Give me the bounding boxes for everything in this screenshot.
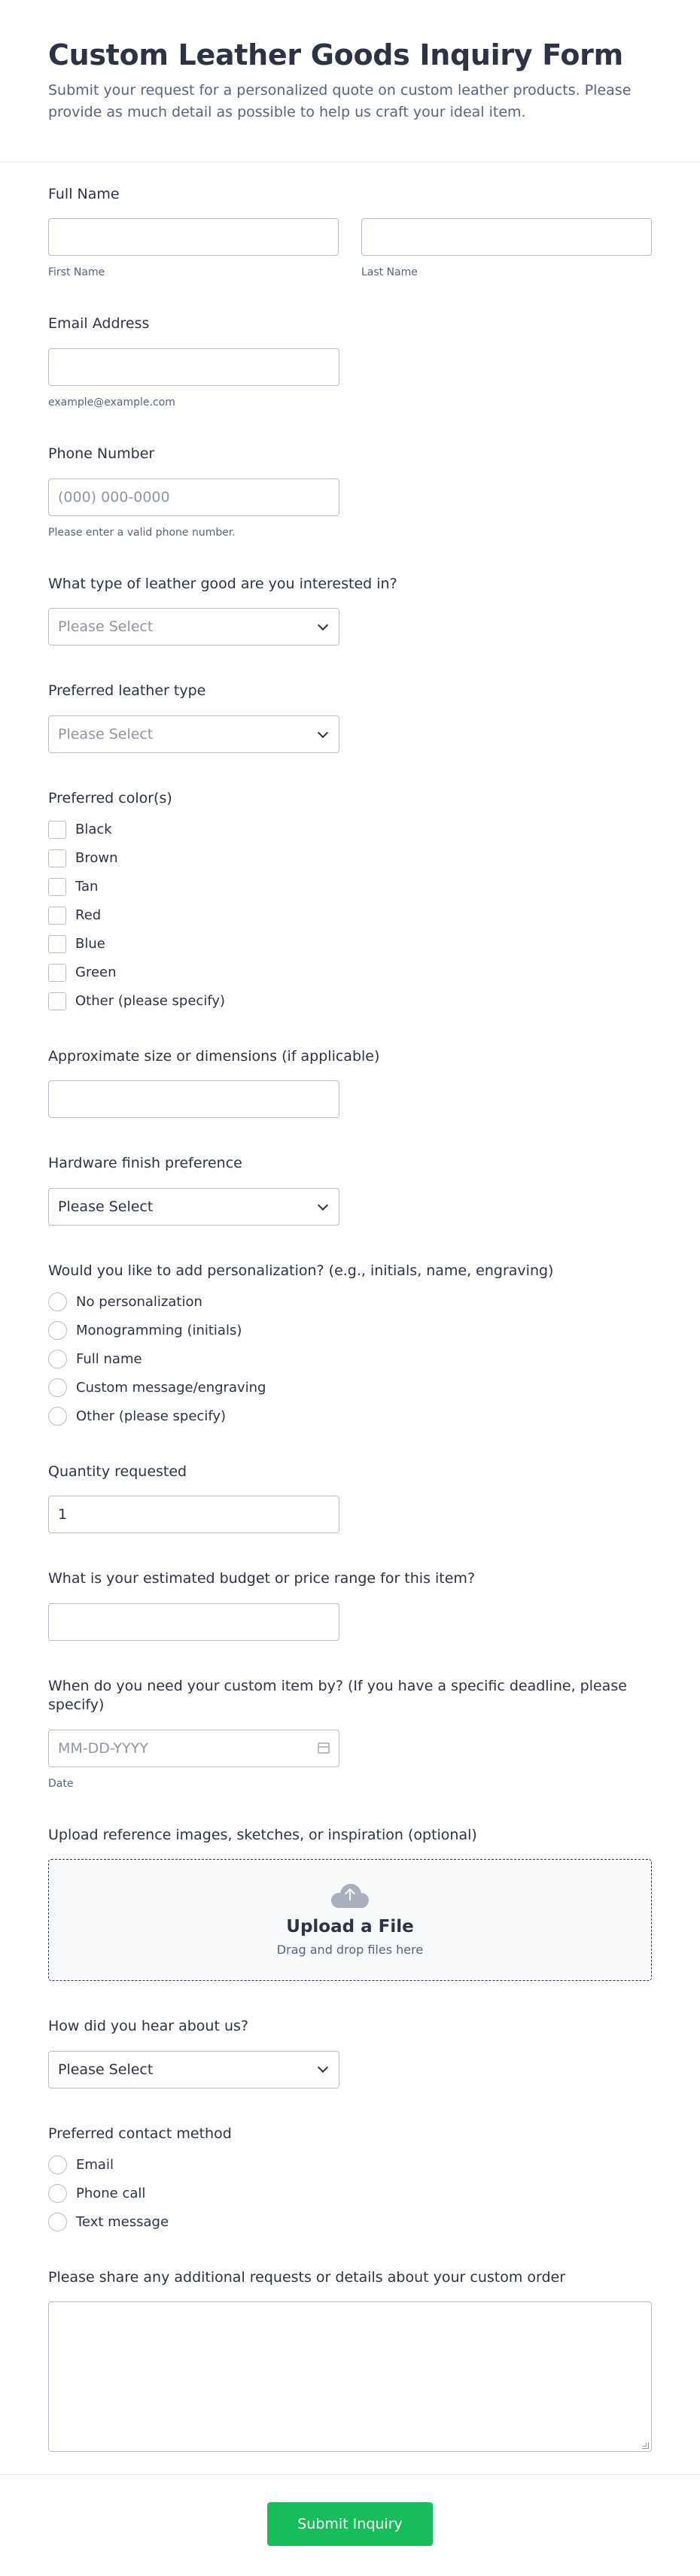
upload-subtitle: Drag and drop files here [276,1942,424,1957]
option-label: Text message [76,2214,169,2231]
contact-label: Preferred contact method [48,2125,232,2142]
full-name-field [48,185,652,279]
email-label: Email Address [48,315,150,333]
option-label: Email [76,2157,114,2174]
chevron-down-icon [318,2062,328,2073]
upload-field [48,1826,652,1982]
contact-field [48,2125,652,2237]
deadline-label: When do you need your custom item by? (If you have a specific deadline, please specify) [48,1678,627,1713]
referral-select[interactable] [48,2051,339,2088]
checkbox[interactable] [48,907,66,925]
hardware-field [48,1154,652,1226]
leather-type-field [48,682,652,753]
budget-field [48,1569,652,1641]
option-label: Full name [76,1351,142,1368]
personalization-option-custom[interactable] [48,1374,652,1402]
checkbox[interactable] [48,821,66,839]
leather-type-label: Preferred leather type [48,682,206,700]
colors-field [48,789,652,1016]
email-field [48,314,652,409]
contact-option-email[interactable] [48,2151,652,2180]
phone-sublabel: Please enter a valid phone number. [48,526,236,539]
form-footer [0,2474,700,2576]
page-title: Custom Leather Goods Inquiry Form [48,38,623,71]
hardware-select[interactable] [48,1188,339,1226]
email-input[interactable] [48,348,339,386]
budget-label: What is your estimated budget or price range for this item? [48,1570,476,1587]
checkbox[interactable] [48,849,66,867]
phone-label: Phone Number [48,445,155,462]
checkbox[interactable] [48,878,66,896]
last-name-sublabel: Last Name [361,266,418,279]
checkbox[interactable] [48,964,66,982]
contact-option-phone[interactable] [48,2180,652,2208]
color-option-blue[interactable] [48,930,652,958]
personalization-option-other[interactable] [48,1402,652,1431]
hardware-selected: Please Select [58,1198,154,1216]
calendar-icon[interactable] [318,1742,330,1754]
chevron-down-icon [318,1199,328,1210]
upload-title: Upload a File [286,1916,414,1937]
hardware-label: Hardware finish preference [48,1155,242,1172]
option-label: Green [75,964,117,981]
leather-good-label: What type of leather good are you interested in? [48,575,397,592]
option-label: Custom message/engraving [76,1380,266,1396]
deadline-sublabel: Date [48,1777,74,1790]
referral-selected: Please Select [58,2061,154,2078]
option-label: Brown [75,850,118,867]
option-label: Monogramming (initials) [76,1323,242,1339]
leather-type-selected: Please Select [58,726,154,743]
personalization-option-full-name[interactable] [48,1345,652,1374]
color-option-tan[interactable] [48,873,652,901]
inquiry-form [0,163,700,2453]
notes-label: Please share any additional requests or details about your custom order [48,2268,566,2286]
personalization-option-none[interactable] [48,1288,652,1317]
option-label: Red [75,907,102,924]
option-label: Blue [75,936,105,952]
option-label: Other (please specify) [75,993,226,1010]
last-name-input[interactable] [361,218,652,256]
leather-type-select[interactable] [48,715,339,753]
quantity-input[interactable] [48,1496,339,1533]
radio[interactable] [48,2184,67,2203]
full-name-label: Full Name [48,185,120,202]
option-label: Other (please specify) [76,1408,227,1425]
color-option-brown[interactable] [48,844,652,873]
radio[interactable] [48,1407,67,1426]
leather-good-select[interactable] [48,608,339,646]
email-sublabel: example@example.com [48,396,175,409]
radio[interactable] [48,1350,67,1368]
submit-button[interactable]: Submit Inquiry [267,2502,433,2546]
color-option-other[interactable] [48,987,652,1016]
size-field [48,1047,652,1119]
upload-label: Upload reference images, sketches, or inspiration (optional) [48,1826,477,1843]
quantity-field [48,1463,652,1534]
file-upload-dropzone[interactable] [48,1859,652,1981]
notes-textarea[interactable] [48,2301,652,2452]
resize-handle-icon[interactable] [642,2442,649,2449]
option-label: Black [75,822,112,838]
option-label: No personalization [76,1294,202,1311]
page-subtitle: Submit your request for a personalized quote on custom leather products. Please provide as much detail as possible to help us craft your ideal item. [48,81,632,121]
size-label: Approximate size or dimensions (if applicable) [48,1047,380,1065]
phone-input[interactable] [48,478,339,516]
size-input[interactable] [48,1080,339,1118]
deadline-input[interactable] [48,1730,339,1767]
personalization-label: Would you like to add personalization? (e.g., initials, name, engraving) [48,1262,554,1280]
phone-field [48,445,652,539]
radio[interactable] [48,1321,67,1340]
option-label: Phone call [76,2186,146,2202]
personalization-field [48,1262,652,1431]
contact-option-text[interactable] [48,2208,652,2237]
color-option-green[interactable] [48,958,652,987]
leather-good-selected: Please Select [58,618,154,636]
colors-label: Preferred color(s) [48,790,172,807]
budget-input[interactable] [48,1603,339,1641]
chevron-down-icon [318,620,328,630]
quantity-label: Quantity requested [48,1463,187,1480]
form-header [0,0,700,163]
first-name-sublabel: First Name [48,266,105,279]
personalization-option-monogram[interactable] [48,1317,652,1345]
radio[interactable] [48,1293,67,1311]
radio[interactable] [48,2213,67,2231]
referral-label: How did you hear about us? [48,2018,248,2035]
checkbox[interactable] [48,992,66,1010]
checkbox[interactable] [48,935,66,953]
color-option-red[interactable] [48,901,652,930]
deadline-field [48,1677,652,1789]
upload-cloud-icon [331,1884,369,1908]
notes-field [48,2268,652,2453]
chevron-down-icon [318,727,328,737]
referral-field [48,2017,652,2088]
option-label: Tan [75,879,99,895]
leather-good-field [48,575,652,646]
radio[interactable] [48,1378,67,1397]
color-option-black[interactable] [48,816,652,844]
first-name-input[interactable] [48,218,339,256]
radio[interactable] [48,2155,67,2174]
